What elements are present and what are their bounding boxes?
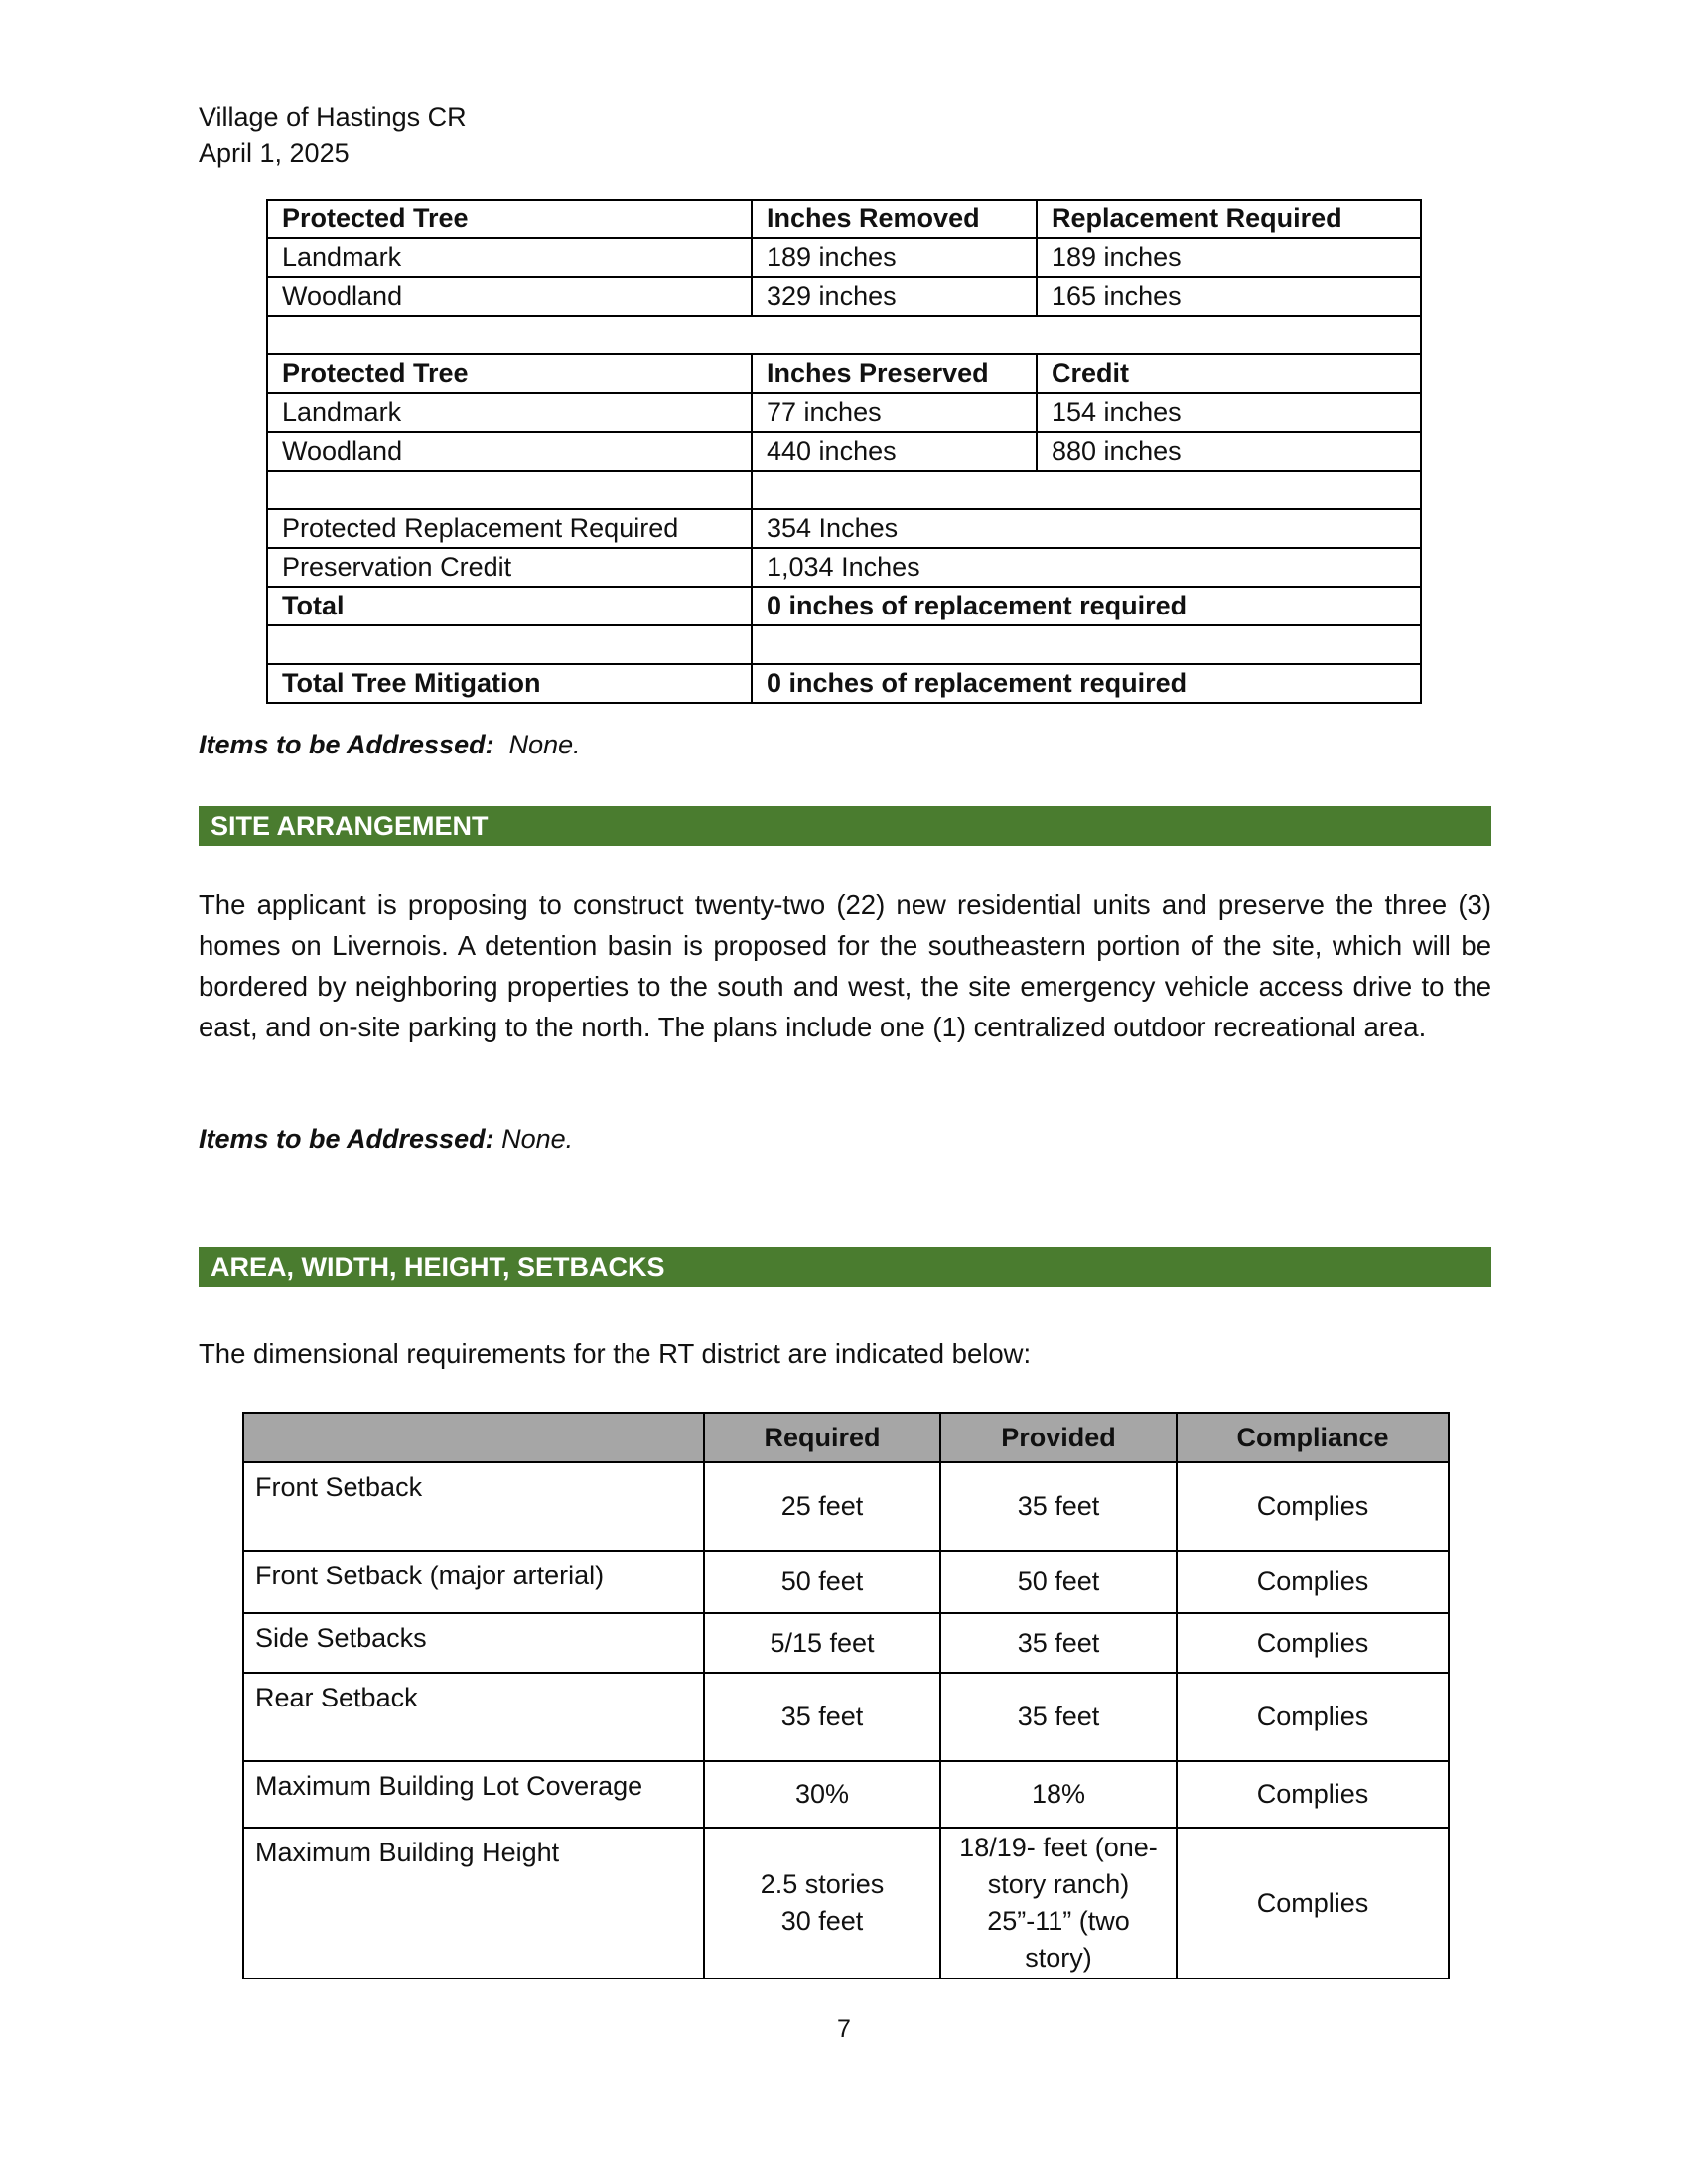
- row-label: Maximum Building Lot Coverage: [243, 1761, 704, 1828]
- table-row: [243, 1828, 1449, 1979]
- table-cell: 440 inches: [752, 432, 1037, 471]
- provided-line: 18/19- feet (one-: [959, 1833, 1158, 1862]
- table-row: [267, 664, 1421, 703]
- provided-line: 25”-11” (two: [987, 1906, 1130, 1936]
- table-spacer-cell: [752, 625, 1421, 664]
- provided-cell: [940, 1828, 1177, 1979]
- table-row: [243, 1673, 1449, 1761]
- mitigation-value: 0 inches of replacement required: [752, 664, 1421, 703]
- table-cell: 329 inches: [752, 277, 1037, 316]
- column-header-required: Required: [704, 1413, 940, 1462]
- provided-cell: 50 feet: [940, 1551, 1177, 1613]
- required-cell: 25 feet: [704, 1462, 940, 1551]
- table-row: [243, 1761, 1449, 1828]
- provided-line: story): [1025, 1943, 1092, 1973]
- required-cell: 50 feet: [704, 1551, 940, 1613]
- section-heading-dimensions: AREA, WIDTH, HEIGHT, SETBACKS: [199, 1247, 1491, 1287]
- table-header-cell: Protected Tree: [267, 354, 752, 393]
- items-to-be-addressed-2: [199, 1121, 573, 1157]
- row-label: Side Setbacks: [243, 1613, 704, 1673]
- table-row: [267, 509, 1421, 548]
- row-label: Maximum Building Height: [243, 1828, 704, 1979]
- header-title: Village of Hastings CR: [199, 102, 467, 132]
- provided-cell: 18%: [940, 1761, 1177, 1828]
- table-cell: Preservation Credit: [267, 548, 752, 587]
- items-value: None.: [508, 730, 581, 759]
- total-label: Total: [267, 587, 752, 625]
- table-row: [267, 277, 1421, 316]
- table-spacer-cell: [267, 625, 752, 664]
- compliance-cell: Complies: [1177, 1462, 1449, 1551]
- table-row: [267, 354, 1421, 393]
- table-cell: Woodland: [267, 432, 752, 471]
- column-header-compliance: Compliance: [1177, 1413, 1449, 1462]
- dimensions-intro: The dimensional requirements for the RT district are indicated below:: [199, 1338, 1032, 1369]
- items-value: None.: [501, 1124, 574, 1154]
- table-spacer-cell: [752, 471, 1421, 509]
- table-cell: Protected Replacement Required: [267, 509, 752, 548]
- table-row: [267, 548, 1421, 587]
- required-line: 30 feet: [780, 1906, 864, 1936]
- table-row: [267, 200, 1421, 238]
- table-cell: 154 inches: [1037, 393, 1421, 432]
- table-header-cell: Inches Preserved: [752, 354, 1037, 393]
- mitigation-label: Total Tree Mitigation: [267, 664, 752, 703]
- dimensional-requirements-table: [242, 1412, 1450, 1979]
- table-cell: Landmark: [267, 393, 752, 432]
- required-cell: 5/15 feet: [704, 1613, 940, 1673]
- column-header: [243, 1413, 704, 1462]
- compliance-cell: Complies: [1177, 1613, 1449, 1673]
- page-number: 7: [837, 2015, 851, 2043]
- table-spacer-row: [267, 316, 1421, 354]
- table-spacer-row: [267, 471, 1421, 509]
- tree-mitigation-table: [266, 199, 1422, 704]
- table-cell: 189 inches: [1037, 238, 1421, 277]
- compliance-cell: Complies: [1177, 1761, 1449, 1828]
- document-header: [199, 99, 467, 171]
- table-row: [267, 393, 1421, 432]
- table-header-row: [243, 1413, 1449, 1462]
- table-cell: 165 inches: [1037, 277, 1421, 316]
- header-date: April 1, 2025: [199, 138, 350, 168]
- site-arrangement-paragraph: The applicant is proposing to construct twenty-two (22) new residential units and preserve the three (3) homes on Livernois. A detention basin is proposed for the southeastern portion of the site, which will be bordered by neighboring properties to the south and west, the site emergency vehicle access drive to the east, and on-site parking to the north. The plans include one (1) centralized outdoor recreational area.: [199, 889, 1491, 1042]
- items-to-be-addressed-1: [199, 727, 581, 762]
- table-header-cell: Protected Tree: [267, 200, 752, 238]
- table-spacer-row: [267, 625, 1421, 664]
- row-label: Rear Setback: [243, 1673, 704, 1761]
- table-header-cell: Credit: [1037, 354, 1421, 393]
- table-cell: 77 inches: [752, 393, 1037, 432]
- table-header-cell: Replacement Required: [1037, 200, 1421, 238]
- provided-cell: 35 feet: [940, 1673, 1177, 1761]
- table-cell: Woodland: [267, 277, 752, 316]
- table-row: [243, 1462, 1449, 1551]
- items-label: Items to be Addressed:: [199, 730, 494, 759]
- required-cell: 35 feet: [704, 1673, 940, 1761]
- table-row: [267, 238, 1421, 277]
- provided-line: story ranch): [987, 1869, 1130, 1899]
- table-spacer-cell: [267, 471, 752, 509]
- table-spacer-cell: [267, 316, 1421, 354]
- total-value: 0 inches of replacement required: [752, 587, 1421, 625]
- compliance-cell: Complies: [1177, 1828, 1449, 1979]
- table-cell: 354 Inches: [752, 509, 1421, 548]
- compliance-cell: Complies: [1177, 1673, 1449, 1761]
- table-row: [267, 432, 1421, 471]
- table-row: [243, 1551, 1449, 1613]
- table-cell: 880 inches: [1037, 432, 1421, 471]
- provided-cell: 35 feet: [940, 1613, 1177, 1673]
- required-cell: 30%: [704, 1761, 940, 1828]
- provided-cell: 35 feet: [940, 1462, 1177, 1551]
- column-header-provided: Provided: [940, 1413, 1177, 1462]
- table-header-cell: Inches Removed: [752, 200, 1037, 238]
- row-label: Front Setback: [243, 1462, 704, 1551]
- table-row: [267, 587, 1421, 625]
- compliance-cell: Complies: [1177, 1551, 1449, 1613]
- row-label: Front Setback (major arterial): [243, 1551, 704, 1613]
- required-line: 2.5 stories: [760, 1869, 885, 1899]
- section-heading-site-arrangement: SITE ARRANGEMENT: [199, 806, 1491, 846]
- table-cell: 189 inches: [752, 238, 1037, 277]
- table-row: [243, 1613, 1449, 1673]
- table-cell: 1,034 Inches: [752, 548, 1421, 587]
- required-cell: [704, 1828, 940, 1979]
- table-cell: Landmark: [267, 238, 752, 277]
- items-label: Items to be Addressed:: [199, 1124, 494, 1154]
